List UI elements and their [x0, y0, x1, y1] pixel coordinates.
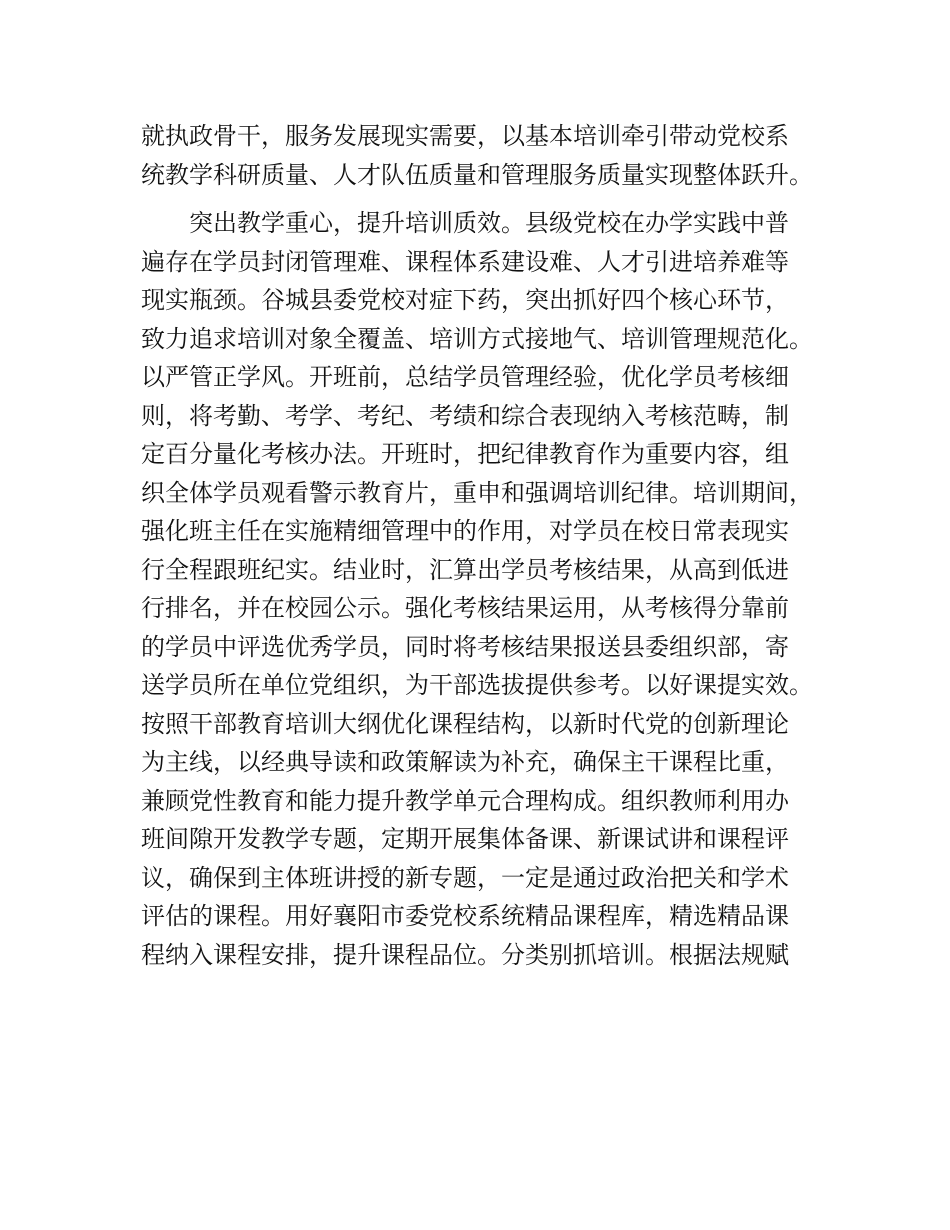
text-line: 以严管正学风。开班前，总结学员管理经验，优化学员考核细: [141, 363, 789, 391]
text-line: 为主线，以经典导读和政策解读为补充，确保主干课程比重，: [141, 748, 789, 776]
text-line: 行排名，并在校园公示。强化考核结果运用，从考核得分靠前: [141, 594, 789, 622]
body-text: [141, 117, 841, 974]
text-line: 突出教学重心，提升培训质效。县级党校在办学实践中普: [189, 209, 789, 237]
text-line: 则，将考勤、考学、考纪、考绩和综合表现纳入考核范畴，制: [141, 401, 789, 430]
text-line: 强化班主任在实施精细管理中的作用，对学员在校日常表现实: [141, 517, 789, 545]
text-line: 统教学科研质量、人才队伍质量和管理服务质量实现整体跃升。: [141, 160, 813, 189]
text-line: 班间隙开发教学专题，定期开展集体备课、新课试讲和课程评: [141, 825, 789, 853]
text-line: 送学员所在单位党组织，为干部选拔提供参考。以好课提实效。: [141, 671, 813, 699]
text-line: 定百分量化考核办法。开班时，把纪律教育作为重要内容，组: [141, 440, 789, 468]
text-line: 现实瓶颈。谷城县委党校对症下药，突出抓好四个核心环节，: [141, 286, 789, 314]
paragraph-gap: [141, 194, 841, 204]
text-line: 遍存在学员封闭管理难、课程体系建设难、人才引进培养难等: [141, 247, 789, 276]
text-line: 的学员中评选优秀学员，同时将考核结果报送县委组织部，寄: [141, 632, 789, 661]
paragraph-2: [141, 204, 841, 974]
text-line: 致力追求培训对象全覆盖、培训方式接地气、培训管理规范化。: [141, 324, 813, 353]
text-line: 行全程跟班纪实。结业时，汇算出学员考核结果，从高到低进: [141, 555, 789, 584]
text-line: 按照干部教育培训大纲优化课程结构，以新时代党的创新理论: [141, 709, 789, 738]
text-line: 程纳入课程安排，提升课程品位。分类别抓培训。根据法规赋: [141, 940, 789, 969]
text-line: 织全体学员观看警示教育片，重申和强调培训纪律。培训期间，: [141, 478, 813, 507]
text-line: 兼顾党性教育和能力提升教学单元合理构成。组织教师利用办: [141, 786, 789, 815]
text-line: 议，确保到主体班讲授的新专题，一定是通过政治把关和学术: [141, 863, 789, 892]
text-line: 就执政骨干，服务发展现实需要，以基本培训牵引带动党校系: [141, 122, 789, 150]
paragraph-1: [141, 117, 841, 194]
text-line: 评估的课程。用好襄阳市委党校系统精品课程库，精选精品课: [141, 902, 789, 930]
